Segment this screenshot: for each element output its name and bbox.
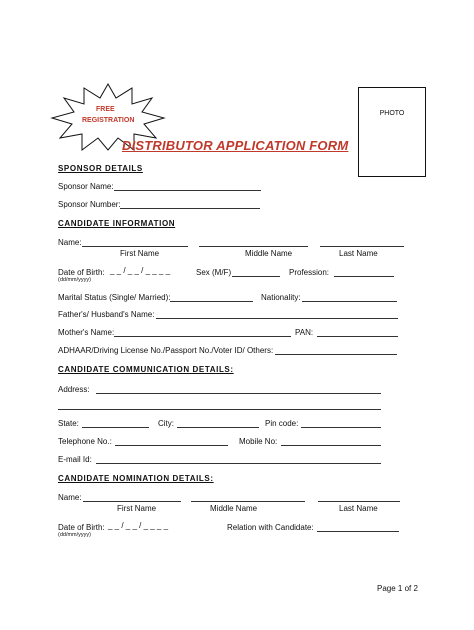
badge-line-registration: REGISTRATION (82, 117, 135, 124)
pin-code-field[interactable] (301, 427, 381, 428)
mobile-label: Mobile No: (239, 437, 278, 446)
city-field[interactable] (177, 427, 259, 428)
nominee-first-name-caption: First Name (117, 504, 157, 513)
nominee-name-label: Name: (58, 493, 82, 502)
nominee-middle-name-caption: Middle Name (210, 504, 258, 513)
nominee-last-name-caption: Last Name (339, 504, 378, 513)
nominee-last-name-field[interactable] (318, 501, 400, 502)
candidate-middle-name-field[interactable] (199, 246, 308, 247)
email-field[interactable] (96, 463, 381, 464)
page-number: Page 1 of 2 (377, 584, 418, 593)
candidate-dob-format: (dd/mm/yyyy) (58, 277, 91, 283)
email-label: E-mail Id: (58, 455, 92, 464)
relation-field[interactable] (317, 531, 399, 532)
mobile-field[interactable] (281, 445, 381, 446)
marital-status-field[interactable] (170, 301, 253, 302)
candidate-heading: CANDIDATE INFORMATION (58, 219, 176, 228)
telephone-field[interactable] (115, 445, 228, 446)
telephone-label: Telephone No.: (58, 437, 112, 446)
father-husband-name-field[interactable] (156, 318, 398, 319)
badge-line-free: FREE (96, 106, 115, 113)
nominee-first-name-field[interactable] (83, 501, 181, 502)
pin-code-label: Pin code: (265, 419, 299, 428)
candidate-last-name-caption: Last Name (339, 249, 378, 258)
state-field[interactable] (82, 427, 149, 428)
candidate-first-name-caption: First Name (120, 249, 160, 258)
id-document-field[interactable] (275, 354, 397, 355)
candidate-dob-label: Date of Birth: (58, 268, 105, 277)
pan-label: PAN: (295, 328, 314, 337)
photo-label: PHOTO (379, 110, 405, 117)
form-title: DISTRIBUTOR APPLICATION FORM (122, 138, 349, 153)
nominee-middle-name-field[interactable] (191, 501, 305, 502)
sponsor-number-field[interactable] (120, 208, 260, 209)
candidate-last-name-field[interactable] (320, 246, 404, 247)
candidate-first-name-field[interactable] (82, 246, 188, 247)
id-document-label: ADHAAR/Driving License No./Passport No./Voter ID/ Others: (58, 346, 274, 355)
sponsor-heading: SPONSOR DETAILS (58, 164, 143, 173)
profession-label: Profession: (289, 268, 330, 277)
pan-field[interactable] (317, 336, 398, 337)
sponsor-name-field[interactable] (114, 190, 261, 191)
state-label: State: (58, 419, 79, 428)
nationality-label: Nationality: (261, 293, 301, 302)
candidate-dob-field[interactable]: _ _ / _ _ / _ _ _ _ (110, 266, 171, 275)
nomination-heading: CANDIDATE NOMINATION DETAILS: (58, 474, 214, 483)
mother-name-field[interactable] (114, 336, 291, 337)
address-field-line-2[interactable] (58, 409, 381, 410)
nominee-dob-field[interactable]: _ _ / _ _ / _ _ _ _ (108, 521, 169, 530)
mother-name-label: Mother's Name: (58, 328, 115, 337)
sponsor-name-label: Sponsor Name: (58, 182, 114, 191)
candidate-middle-name-caption: Middle Name (245, 249, 293, 258)
city-label: City: (158, 419, 174, 428)
sex-field[interactable] (232, 276, 280, 277)
relation-label: Relation with Candidate: (227, 523, 314, 532)
sponsor-number-label: Sponsor Number: (58, 200, 121, 209)
sex-label: Sex (M/F) (196, 268, 232, 277)
marital-status-label: Marital Status (Single/ Married): (58, 293, 171, 302)
profession-field[interactable] (334, 276, 394, 277)
address-field-line-1[interactable] (96, 393, 381, 394)
candidate-name-label: Name: (58, 238, 82, 247)
nominee-dob-format: (dd/mm/yyyy) (58, 532, 91, 538)
father-husband-name-label: Father's/ Husband's Name: (58, 310, 155, 319)
communication-heading: CANDIDATE COMMUNICATION DETAILS: (58, 365, 234, 374)
nationality-field[interactable] (302, 301, 397, 302)
nominee-dob-label: Date of Birth: (58, 523, 105, 532)
address-label: Address: (58, 385, 90, 394)
photo-box[interactable] (358, 87, 426, 177)
